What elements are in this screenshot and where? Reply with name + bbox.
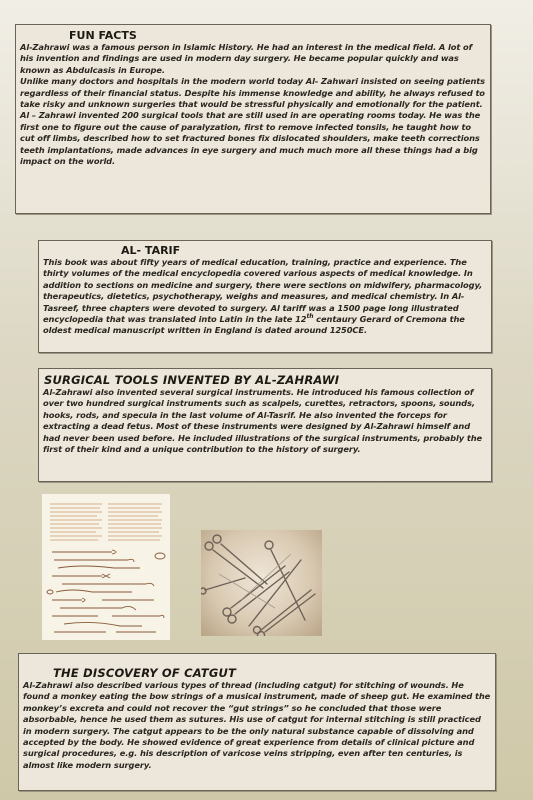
al-tarif-superscript: th	[306, 313, 314, 321]
surgical-tools-heading: SURGICAL TOOLS INVENTED BY AL-ZAHRAWI	[44, 373, 340, 387]
al-tarif-text-part-2: centaury Gerard of Cremona the oldest medical manuscript written in England is dated around 1250CE.	[43, 314, 465, 336]
fun-facts-paragraph-2: Unlike many doctors and hospitals in the modern world today Al- Zahwari insisted on seeing patients regardless of their financial status. Despite his immense knowledge and ability, he always refused to take risky and unknown surgeries that would be stressful physically and emotionally for the patient. Al – Zahrawi invented 200 surgical tools that are still used in are operating rooms today. He was the first one to figure out the cause of paralyzation, first to remove infected tonsils, he taught how to cut off limbs, described how to set fractured bones fix dislocated shoulders, make teeth corrections teeth implantations, made advances in eye surgery and much much more all these things had a big impact on the world.	[20, 76, 486, 167]
manuscript-illustration-svg	[42, 494, 170, 640]
surgical-instruments-photo	[201, 530, 322, 636]
fun-facts-section	[15, 24, 491, 214]
surgical-instruments-svg	[201, 530, 322, 636]
fun-facts-heading: FUN FACTS	[69, 29, 137, 42]
catgut-text: Al-Zahrawi also described various types of thread (including catgut) for stitching of wounds. He found a monkey eating the bow strings of a musical instrument, made of sheep gut. He examined the monkey’s excreta and could not recover the “gut strings” so he concluded that those were absorbable, hence he used them as sutures. His use of catgut for internal stitching is still practiced in modern surgery. The catgut appears to be the only natural substance capable of dissolving and accepted by the body. He showed evidence of great experience from details of clinical picture and surgical procedures, e.g. his description of varicose veins stripping, even after ten centuries, is almost like modern surgery.	[23, 680, 491, 770]
al-tarif-text	[43, 257, 487, 337]
surgical-tools-section	[38, 368, 492, 482]
catgut-heading: THE DISCOVERY OF CATGUT	[53, 666, 237, 680]
al-tarif-text-part-1: This book was about fifty years of medical education, training, practice and experience. The thirty volumes of the medical encyclopedia covered various aspects of medical knowledge. In addition to sections on medicine and surgery, there were sections on midwifery, pharmacology, therapeutics, dietetics, psychotherapy, weighs and measures, and medical chemistry. In Al-Tasreef, three chapters were devoted to surgery. Al tariff was a 1500 page long illustrated encyclopedia that was translated into Latin in the late 12	[43, 257, 483, 325]
manuscript-illustration-image	[42, 494, 170, 640]
al-tarif-heading: AL- TARIF	[121, 244, 181, 257]
al-tarif-section	[38, 240, 492, 353]
fun-facts-paragraph-1: Al-Zahrawi was a famous person in Islamic History. He had an interest in the medical field. A lot of his invention and findings are used in modern day surgery. He became popular quickly and was known as Abdulcasis in Europe.	[20, 42, 473, 75]
catgut-section	[18, 653, 496, 791]
surgical-tools-text: Al-Zahrawi also invented several surgical instruments. He introduced his famous collection of over two hundred surgical instruments such as scalpels, curettes, retractors, spoons, sounds, hooks, rods, and specula in the last volume of Al-Tasrif. He also invented the forceps for extracting a dead fetus. Most of these instruments were designed by Al-Zahrawi himself and had never been used before. He included illustrations of the surgical instruments, probably the first of their kind and a unique contribution to the history of surgery.	[43, 387, 483, 455]
